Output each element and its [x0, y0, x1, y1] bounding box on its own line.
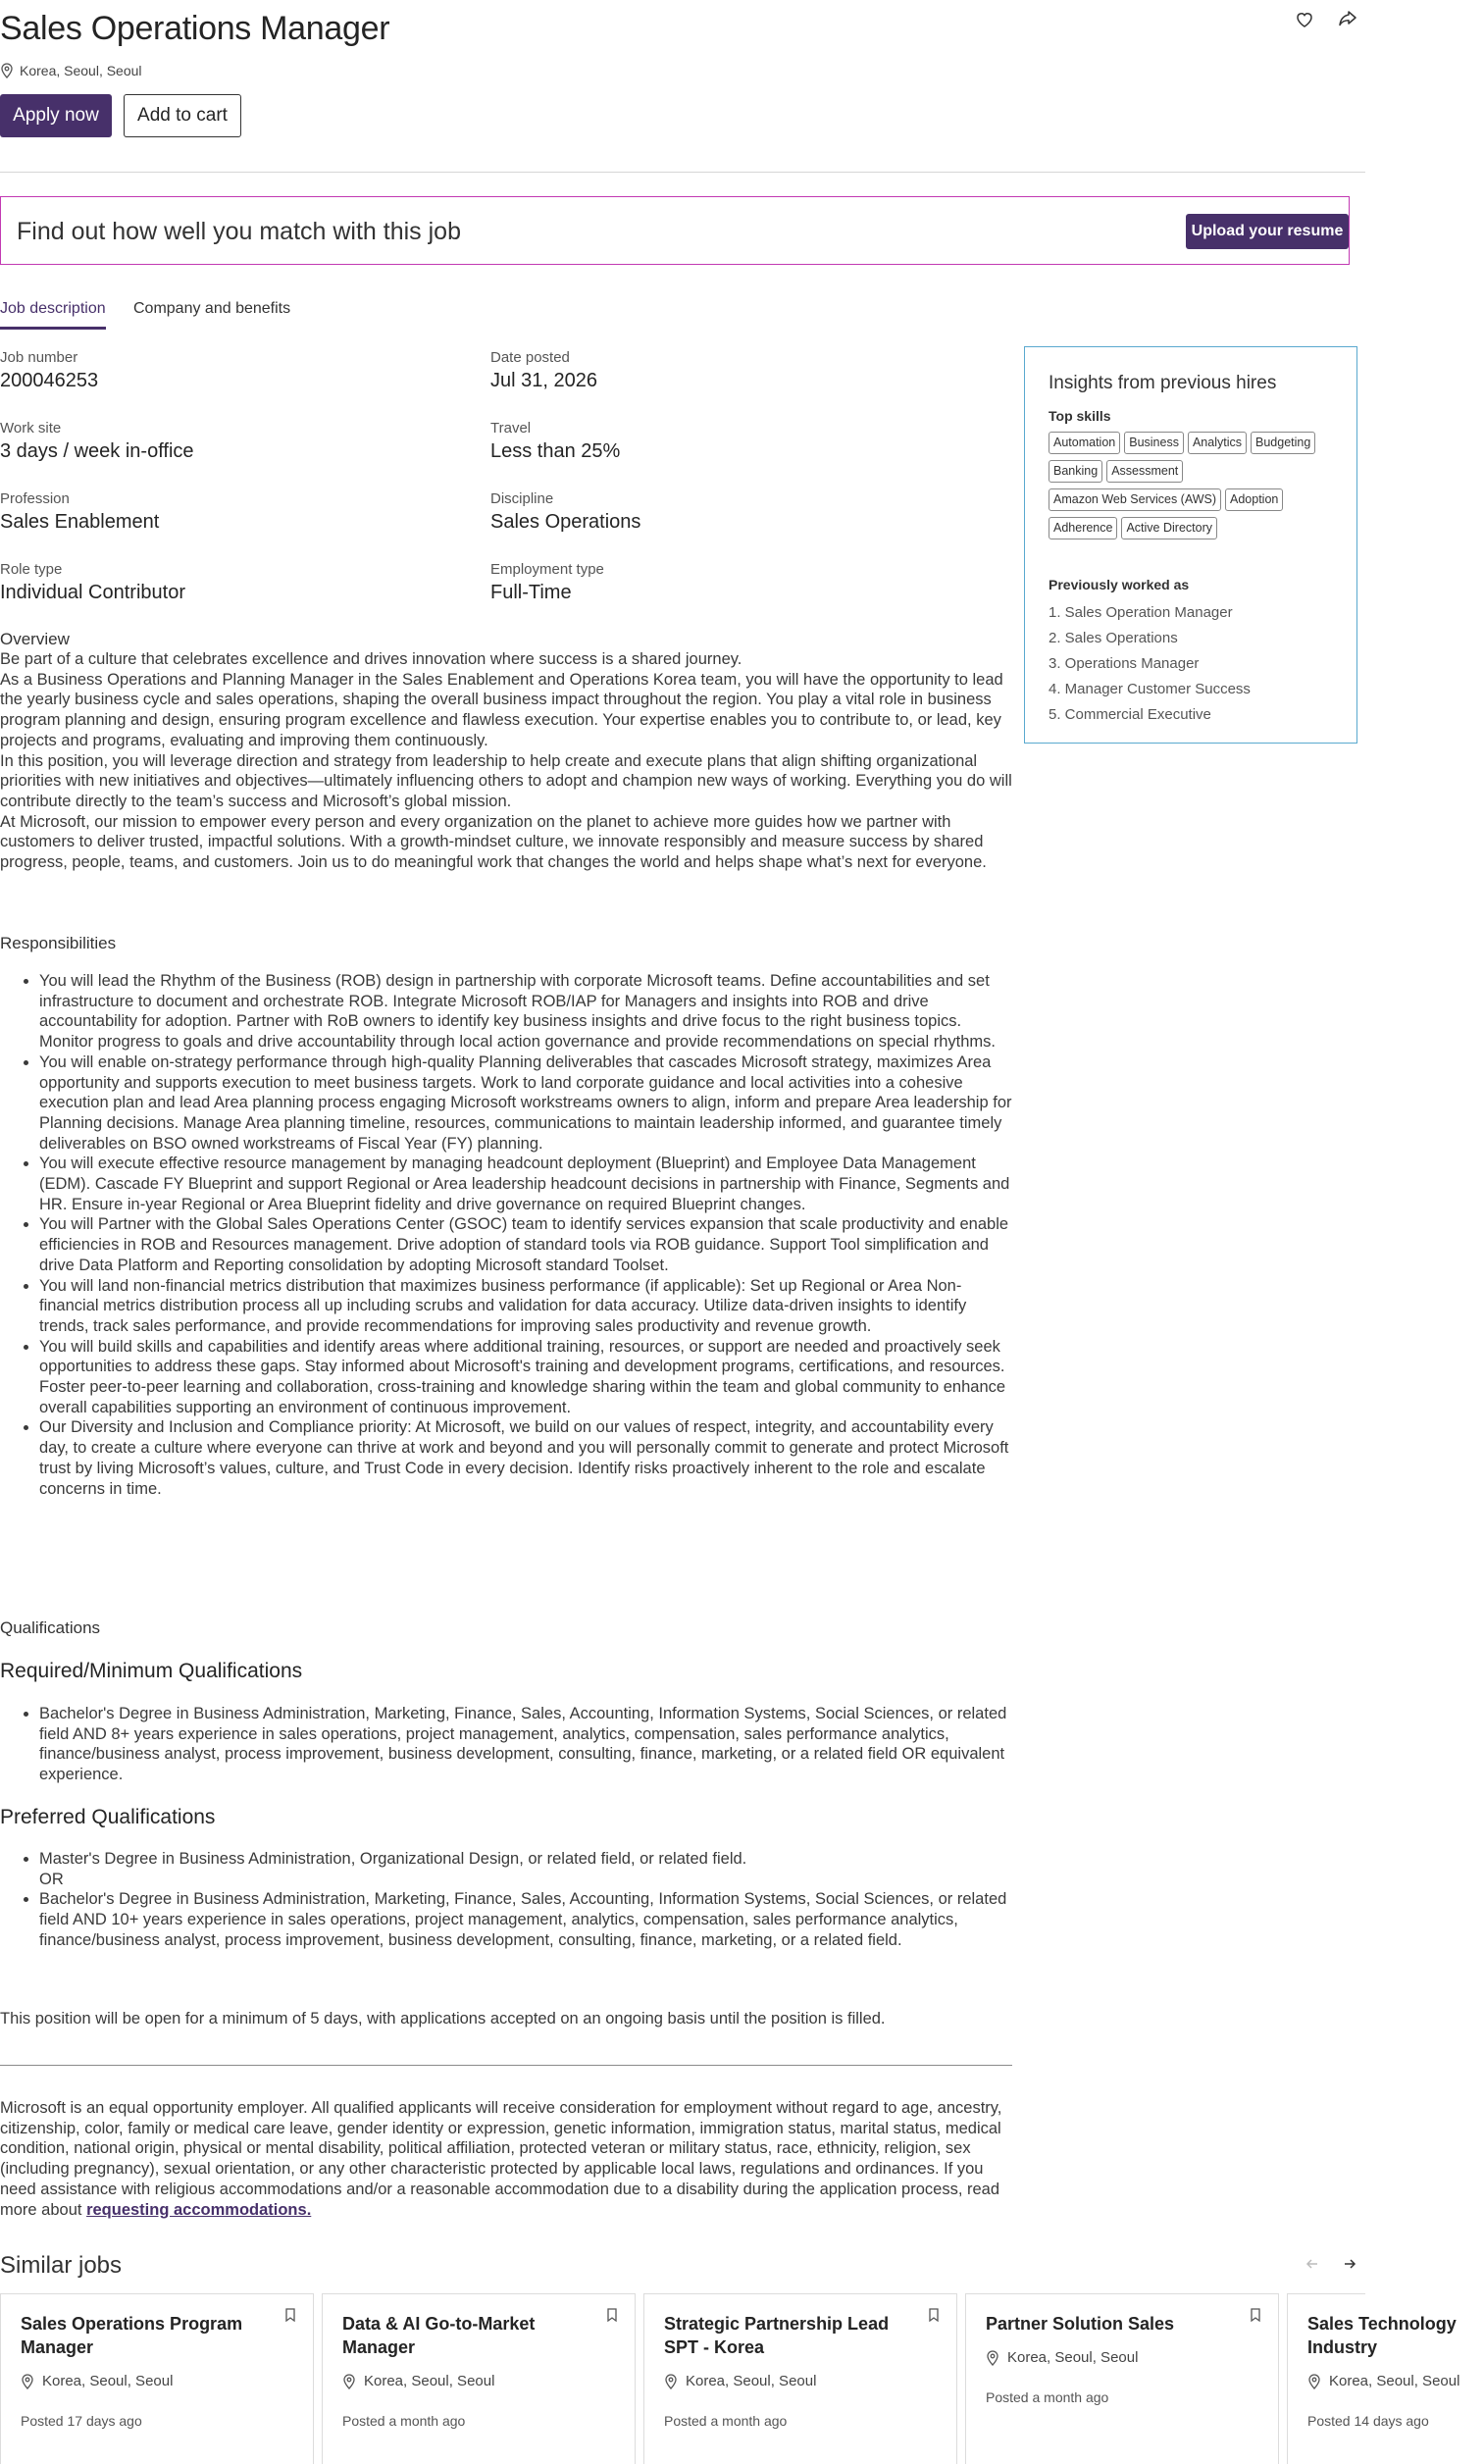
required-qualifications-heading: Required/Minimum Qualifications — [0, 1660, 303, 1682]
match-banner — [0, 196, 1350, 265]
top-skills-label: Top skills — [1049, 408, 1111, 424]
field-travel — [490, 420, 902, 463]
share-button[interactable] — [1330, 2, 1365, 37]
field-value: Sales Enablement — [0, 511, 160, 533]
list-item: • You will land non-financial metrics distribution that maximizes business performance (if applicable): Set up Regional or Area Non-financial metrics distribution process all up including scrubs and validation for data accuracy. Utilize data-driven insights to identify trends, track sales performance, and provide recommendations for improving sales productivity and revenue growth. — [39, 1276, 1012, 1337]
field-profession — [0, 490, 412, 534]
location-pin-icon — [21, 2374, 34, 2389]
card-title[interactable]: Data & AI Go-to-Market Manager — [342, 2314, 536, 2357]
similar-job-card[interactable] — [965, 2293, 1279, 2464]
requesting-accommodations-link[interactable]: requesting accommodations. — [86, 2200, 312, 2219]
field-date-posted — [490, 349, 902, 392]
card-location — [1307, 2373, 1484, 2389]
card-posted: Posted a month ago — [342, 2413, 466, 2429]
overview-heading: Overview — [0, 630, 70, 648]
posting-notice: This position will be open for a minimum of 5 days, with applications accepted on an ongoing basis until the position is filled. — [0, 2010, 886, 2028]
location-pin-icon — [986, 2350, 999, 2366]
card-location-text: Korea, Seoul, Seoul — [686, 2373, 817, 2389]
skills-list — [1049, 432, 1329, 539]
field-value: Sales Operations — [490, 511, 641, 533]
card-title[interactable]: Partner Solution Sales — [986, 2314, 1175, 2334]
field-role-type — [0, 561, 412, 604]
card-location — [986, 2349, 1258, 2366]
apply-now-button[interactable]: Apply now — [0, 94, 112, 137]
skill-chip: Assessment — [1106, 460, 1183, 483]
field-label: Profession — [0, 490, 70, 507]
field-value: Individual Contributor — [0, 582, 185, 603]
arrow-right-icon — [1342, 2256, 1357, 2272]
required-qualifications-list — [0, 1704, 1012, 1785]
card-title[interactable]: Strategic Partnership Lead SPT - Korea — [664, 2314, 890, 2357]
insights-title: Insights from previous hires — [1049, 373, 1277, 393]
card-title[interactable]: Sales Operations Program Manager — [21, 2314, 243, 2357]
divider — [0, 172, 1365, 173]
skill-chip: Budgeting — [1251, 432, 1315, 454]
card-posted: Posted a month ago — [986, 2389, 1109, 2405]
field-label: Travel — [490, 420, 532, 436]
field-value: Full-Time — [490, 582, 572, 603]
previously-worked-label: Previously worked as — [1049, 577, 1190, 592]
favorite-button[interactable] — [1287, 2, 1322, 37]
field-value: 200046253 — [0, 370, 99, 391]
location-pin-icon — [0, 63, 14, 78]
add-to-cart-button[interactable]: Add to cart — [124, 94, 241, 137]
skill-chip: Amazon Web Services (AWS) — [1049, 488, 1221, 511]
tab-job-description[interactable]: Job description — [0, 300, 106, 330]
skill-chip: Business — [1124, 432, 1184, 454]
list-item: • Bachelor's Degree in Business Administration, Marketing, Finance, Sales, Accounting, Information Systems, Social Sciences, or related field AND 10+ years experience in sales operations, project management, analytics, compensation, sales performance analytics, finance/business analyst, process improvement, business development, consulting, finance, marketing, or a related field. — [39, 1889, 1012, 1950]
card-location-text: Korea, Seoul, Seoul — [1007, 2349, 1139, 2366]
field-value: 3 days / week in-office — [0, 440, 194, 462]
field-job-number — [0, 349, 412, 392]
preferred-qualifications-heading: Preferred Qualifications — [0, 1806, 216, 1828]
previous-role: 2. Sales Operations — [1049, 630, 1178, 646]
skill-chip: Adoption — [1225, 488, 1283, 511]
card-posted: Posted 17 days ago — [21, 2413, 142, 2429]
list-item: • Bachelor's Degree in Business Administration, Marketing, Finance, Sales, Accounting, Information Systems, Social Sciences, or related field AND 8+ years experience in sales operations, project management, analytics, compensation, sales performance analytics, finance/business analyst, process improvement, business development, consulting, finance, marketing, or a related field OR equivalent experience. — [39, 1704, 1012, 1785]
similar-job-card[interactable] — [0, 2293, 314, 2464]
divider — [0, 2065, 1012, 2066]
card-location-text: Korea, Seoul, Seoul — [364, 2373, 495, 2389]
card-title[interactable]: Sales Technology Industry — [1307, 2314, 1457, 2357]
card-location — [342, 2373, 615, 2389]
list-item: • You will enable on-strategy performance through high-quality Planning deliverables that cascades Microsoft strategy, maximizes Area opportunity and supports execution to meet business targets. Work to land corporate guidance and local activities into a cohesive execution plan and lead Area planning process engaging Microsoft workstreams owners to align, inform and prepare Area leadership for Planning decisions. Manage Area planning timeline, resources, communications to maintain leadership informed, and guarantee timely deliverables on BSO owned workstreams of Fiscal Year (FY) planning. — [39, 1052, 1012, 1155]
list-item: • You will lead the Rhythm of the Business (ROB) design in partnership with corporate Microsoft teams. Define accountabilities and set infrastructure to document and orchestrate ROB. Integrate Microsoft ROB/IAP for Managers and insights into ROB and drive accountability for adoption. Partner with RoB owners to identify key business insights and drive focus to the right business topics. Monitor progress to goals and drive accountability through local action governance and provide recommendations on special rhythms. — [39, 971, 1012, 1052]
carousel-prev-button[interactable] — [1301, 2252, 1324, 2276]
qualifications-heading: Qualifications — [0, 1618, 101, 1637]
card-location — [21, 2373, 293, 2389]
tab-company-and-benefits[interactable]: Company and benefits — [133, 300, 291, 317]
job-location — [0, 63, 142, 78]
card-posted: Posted 14 days ago — [1307, 2413, 1429, 2429]
location-pin-icon — [664, 2374, 678, 2389]
match-banner-text: Find out how well you match with this job — [17, 218, 461, 245]
card-location — [664, 2373, 937, 2389]
bookmark-icon[interactable] — [603, 2306, 621, 2324]
previous-roles-list — [1049, 600, 1333, 728]
field-label: Discipline — [490, 490, 554, 507]
similar-job-card[interactable] — [322, 2293, 636, 2464]
eeo-text: Microsoft is an equal opportunity employer. All qualified applicants will receive consideration for employment without regard to age, ancestry, citizenship, color, family or medical care leave, gender identity or expression, genetic information, immigration status, marital status, medical condition, national origin, physical or mental disability, political affiliation, protected veteran or military status, race, ethnicity, religion, sex (including pregnancy), sexual orientation, or any other characteristic protected by applicable local laws, regulations and ordinances. If you need assistance with religious accommodations and/or a reasonable accommodation due to a disability during the application process, read more about — [0, 2099, 1002, 2219]
list-item: • Master's Degree in Business Administration, Organizational Design, or related field, or related field. OR — [39, 1849, 1012, 1889]
card-location-text: Korea, Seoul, Seoul — [1329, 2373, 1460, 2389]
skill-chip: Adherence — [1049, 517, 1117, 539]
overview-paragraph: In this position, you will leverage direction and strategy from leadership to help create and execute plans that align shifting organizational priorities with new initiatives and objectives—ultimately influencing others to adopt and champion new ways of working. Everything you do will contribute directly to the team’s success and Microsoft’s global mission. — [0, 751, 1012, 810]
field-value: Less than 25% — [490, 440, 621, 462]
previous-role: 4. Manager Customer Success — [1049, 681, 1251, 697]
list-item: • You will Partner with the Global Sales Operations Center (GSOC) team to identify services expansion that scale productivity and enable efficiencies in ROB and Resources management. Drive adoption of standard tools via ROB guidance. Support Tool simplification and drive Data Platform and Reporting consolidation by adopting Microsoft standard Toolset. — [39, 1214, 1012, 1275]
upload-resume-button[interactable]: Upload your resume — [1186, 214, 1349, 249]
skill-chip: Automation — [1049, 432, 1120, 454]
skill-chip: Banking — [1049, 460, 1102, 483]
overview-paragraph: As a Business Operations and Planning Manager in the Sales Enablement and Operations Korea team, you will have the opportunity to lead the yearly business cycle and sales operations, shaping the overall business impact throughout the region. You play a vital role in business program planning and design, ensuring program excellence and flawless execution. Your expertise enables you to contribute to, or lead, key projects and programs, evaluating and improving them continuously. — [0, 670, 1003, 749]
field-employment-type — [490, 561, 902, 604]
similar-jobs-heading: Similar jobs — [0, 2252, 123, 2279]
overview-text — [0, 649, 1012, 873]
field-work-site — [0, 420, 412, 463]
location-pin-icon — [342, 2374, 356, 2389]
list-item: • Our Diversity and Inclusion and Compliance priority: At Microsoft, we build on our values of respect, integrity, and accountability every day, to create a culture where everyone can thrive at work and beyond and you will personally commit to generate and protect Microsoft trust by living Microsoft’s values, culture, and Trust Code in every decision. Identify risks proactively inherent to the role and escalate concerns in time. — [39, 1417, 1012, 1499]
heart-icon — [1295, 10, 1314, 29]
field-label: Role type — [0, 561, 63, 578]
eeo-statement — [0, 2098, 1012, 2220]
carousel-next-button[interactable] — [1338, 2252, 1361, 2276]
share-icon — [1338, 10, 1357, 29]
responsibilities-heading: Responsibilities — [0, 934, 117, 952]
bookmark-icon[interactable] — [1247, 2306, 1264, 2324]
field-label: Job number — [0, 349, 78, 366]
skill-chip: Analytics — [1188, 432, 1247, 454]
skill-chip: Active Directory — [1121, 517, 1217, 539]
preferred-qualifications-list — [0, 1849, 1012, 1951]
job-location-text: Korea, Seoul, Seoul — [20, 63, 142, 78]
arrow-left-icon — [1305, 2256, 1320, 2272]
previous-role: 1. Sales Operation Manager — [1049, 604, 1233, 621]
insights-panel — [1024, 346, 1357, 744]
previous-role: 3. Operations Manager — [1049, 655, 1200, 672]
responsibilities-list — [0, 971, 1012, 1499]
overview-paragraph: At Microsoft, our mission to empower every person and every organization on the planet to achieve more guides how we partner with customers to deliver trusted, impactful solutions. With a growth-mindset culture, we innovate responsibly and measure success by shared progress, people, teams, and customers. Join us to do meaningful work that changes the world and helps shape what’s next for everyone. — [0, 812, 987, 872]
list-item: • You will build skills and capabilities and identify areas where additional training, resources, or support are needed and proactively seek opportunities to address these gaps. Stay informed about Microsoft's training and development programs, certifications, and resources. Foster peer-to-peer learning and collaboration, cross-training and knowledge sharing within the team and global community to enhance overall capabilities supporting an environment of continuous improvement. — [39, 1337, 1012, 1418]
overview-paragraph: Be part of a culture that celebrates excellence and drives innovation where success is a shared journey. — [0, 650, 742, 668]
bookmark-icon[interactable] — [925, 2306, 943, 2324]
bookmark-icon[interactable] — [281, 2306, 299, 2324]
list-item: • You will execute effective resource management by managing headcount deployment (Blueprint) and Employee Data Management (EDM). Cascade FY Blueprint and support Regional or Area leadership headcount decisions in partnership with Finance, Segments and HR. Ensure in-year Regional or Area Blueprint fidelity and drive governance on required Blueprint changes. — [39, 1154, 1012, 1214]
similar-job-card[interactable] — [1287, 2293, 1460, 2464]
similar-job-card[interactable] — [643, 2293, 957, 2464]
page-title: Sales Operations Manager — [0, 10, 390, 47]
field-discipline — [490, 490, 902, 534]
field-label: Date posted — [490, 349, 570, 366]
previous-role: 5. Commercial Executive — [1049, 706, 1211, 723]
field-label: Employment type — [490, 561, 604, 578]
field-value: Jul 31, 2026 — [490, 370, 597, 391]
field-label: Work site — [0, 420, 62, 436]
card-posted: Posted a month ago — [664, 2413, 788, 2429]
location-pin-icon — [1307, 2374, 1321, 2389]
card-location-text: Korea, Seoul, Seoul — [42, 2373, 174, 2389]
